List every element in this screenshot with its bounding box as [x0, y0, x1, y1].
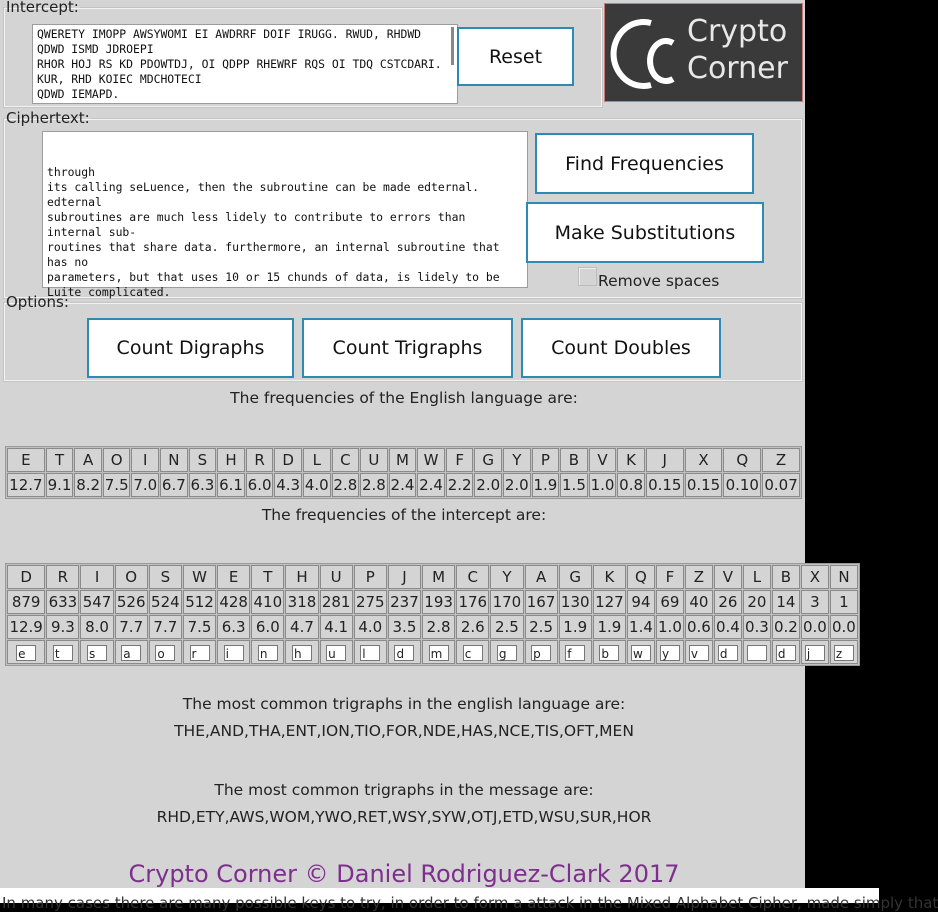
english-value-cell: 2.4 [389, 473, 417, 497]
intercept-count-cell: 275 [354, 590, 387, 614]
intercept-letter-cell: P [354, 565, 387, 589]
english-letter-cell: N [160, 448, 188, 472]
english-value-cell: 12.7 [7, 473, 45, 497]
intercept-letter-cell: M [422, 565, 455, 589]
substitution-input[interactable]: d [776, 645, 796, 661]
make-substitutions-button[interactable]: Make Substitutions [526, 202, 764, 263]
english-letter-cell: T [46, 448, 74, 472]
intercept-percent-cell: 7.5 [183, 615, 216, 639]
substitution-input[interactable]: a [121, 645, 141, 661]
intercept-letter-cell: U [320, 565, 353, 589]
english-letter-cell: Z [762, 448, 800, 472]
intercept-count-cell: 127 [593, 590, 626, 614]
intercept-letter-cell: N [830, 565, 858, 589]
substitution-cell[interactable] [490, 640, 523, 664]
intercept-letter-cell: Q [627, 565, 655, 589]
english-letter-cell: M [389, 448, 417, 472]
intercept-percent-cell: 6.3 [217, 615, 250, 639]
intercept-count-cell: 69 [656, 590, 684, 614]
substitution-input[interactable]: f [565, 645, 585, 661]
substitution-cell[interactable] [627, 640, 655, 664]
substitution-input[interactable]: n [258, 645, 278, 661]
english-letter-cell: X [685, 448, 723, 472]
english-letter-cell: L [303, 448, 331, 472]
intercept-letter-cell: W [183, 565, 216, 589]
intercept-letter-cell: G [559, 565, 592, 589]
intercept-count-cell: 3 [801, 590, 829, 614]
intercept-percent-cell: 1.9 [559, 615, 592, 639]
cc-logo-icon [607, 9, 687, 99]
intercept-percent-cell: 0.3 [743, 615, 771, 639]
english-value-cell: 2.0 [474, 473, 502, 497]
intercept-count-cell: 14 [772, 590, 800, 614]
english-value-cell: 1.9 [532, 473, 560, 497]
substitution-input[interactable]: s [87, 645, 107, 661]
intercept-count-cell: 428 [217, 590, 250, 614]
english-values-row [7, 473, 800, 497]
intercept-percent-cell: 1.4 [627, 615, 655, 639]
intercept-percent-cell: 1.0 [656, 615, 684, 639]
intercept-percent-cell: 0.4 [714, 615, 742, 639]
intercept-letter-cell: O [115, 565, 148, 589]
english-value-cell: 2.4 [417, 473, 445, 497]
english-value-cell: 4.3 [274, 473, 302, 497]
intercept-count-cell: 170 [490, 590, 523, 614]
intercept-percent-cell: 4.1 [320, 615, 353, 639]
substitution-input[interactable]: c [463, 645, 483, 661]
intercept-count-cell: 318 [285, 590, 318, 614]
english-value-cell: 2.8 [332, 473, 360, 497]
logo-text-crypto: Crypto [687, 14, 788, 49]
remove-spaces-label: Remove spaces [598, 272, 720, 290]
intercept-percent-cell: 9.3 [46, 615, 79, 639]
english-letter-cell: C [332, 448, 360, 472]
intercept-letter-cell: F [656, 565, 684, 589]
intercept-letter-cell: B [772, 565, 800, 589]
english-letter-cell: I [131, 448, 159, 472]
substitution-input[interactable]: d [394, 645, 414, 661]
substitution-cell[interactable] [656, 640, 684, 664]
substitution-cell[interactable] [115, 640, 148, 664]
message-trigraphs-heading: The most common trigraphs in the message are: [214, 781, 594, 799]
substitution-input[interactable]: j [805, 645, 825, 661]
intercept-count-cell: 20 [743, 590, 771, 614]
substitution-cell[interactable] [149, 640, 182, 664]
english-value-cell: 6.7 [160, 473, 188, 497]
english-value-cell: 4.0 [303, 473, 331, 497]
substitution-input[interactable]: h [292, 645, 312, 661]
english-value-cell: 6.0 [246, 473, 274, 497]
intercept-counts-row [7, 590, 858, 614]
substitution-cell[interactable] [714, 640, 742, 664]
intercept-letter-cell: X [801, 565, 829, 589]
intercept-count-cell: 26 [714, 590, 742, 614]
substitution-input[interactable]: i [224, 645, 244, 661]
english-value-cell: 9.1 [46, 473, 74, 497]
intercept-scrollbar[interactable] [451, 27, 454, 65]
substitution-input[interactable]: d [718, 645, 738, 661]
ciphertext-textarea[interactable] [42, 131, 528, 299]
intercept-count-cell: 281 [320, 590, 353, 614]
intercept-count-cell: 237 [388, 590, 421, 614]
intercept-letter-cell: C [456, 565, 489, 589]
substitution-input[interactable]: o [155, 645, 175, 661]
substitution-input[interactable]: g [497, 645, 517, 661]
english-trigraphs-list: THE,AND,THA,ENT,ION,TIO,FOR,NDE,HAS,NCE,TIS,OFT,MEN [174, 722, 634, 740]
substitution-input[interactable]: l [360, 645, 380, 661]
english-letter-cell: W [417, 448, 445, 472]
intercept-letter-cell: A [525, 565, 558, 589]
intercept-percent-cell: 4.7 [285, 615, 318, 639]
english-letter-cell: R [246, 448, 274, 472]
substitution-input[interactable]: p [531, 645, 551, 661]
english-value-cell: 2.8 [360, 473, 388, 497]
ciphertext-legend: Ciphertext: [6, 109, 90, 127]
intercept-count-cell: 526 [115, 590, 148, 614]
intercept-percent-cell: 0.0 [830, 615, 858, 639]
intercept-count-cell: 633 [46, 590, 79, 614]
substitution-input[interactable]: v [689, 645, 709, 661]
english-letter-cell: E [7, 448, 45, 472]
count-doubles-button[interactable]: Count Doubles [521, 318, 721, 378]
intercept-letter-cell: Z [685, 565, 713, 589]
english-letter-cell: F [446, 448, 474, 472]
english-letter-cell: H [217, 448, 245, 472]
english-value-cell: 2.2 [446, 473, 474, 497]
substitution-cell[interactable] [388, 640, 421, 664]
intercept-count-cell: 524 [149, 590, 182, 614]
intercept-letter-cell: Y [490, 565, 523, 589]
intercept-count-cell: 512 [183, 590, 216, 614]
crypto-corner-logo [604, 3, 803, 102]
intercept-letter-cell: R [46, 565, 79, 589]
substitution-cell[interactable] [285, 640, 318, 664]
english-letter-cell: G [474, 448, 502, 472]
english-frequency-table [5, 446, 802, 499]
intercept-percent-cell: 2.5 [525, 615, 558, 639]
bottom-strip-text: In many cases there are many possible keys to try, in order to form a attack in the Mixed Alphabet Cipher, made simply that [2, 894, 938, 912]
intercept-letter-cell: V [714, 565, 742, 589]
english-letter-cell: U [360, 448, 388, 472]
english-value-cell: 7.5 [103, 473, 131, 497]
intercept-letter-cell: J [388, 565, 421, 589]
intercept-legend: Intercept: [6, 0, 79, 16]
substitution-input[interactable]: z [834, 645, 854, 661]
intercept-letter-cell: D [7, 565, 45, 589]
english-value-cell: 0.15 [646, 473, 684, 497]
intercept-percent-cell: 0.6 [685, 615, 713, 639]
substitution-cell[interactable] [743, 640, 771, 664]
intercept-frequencies-heading: The frequencies of the intercept are: [261, 506, 547, 524]
intercept-percent-cell: 4.0 [354, 615, 387, 639]
intercept-count-cell: 94 [627, 590, 655, 614]
intercept-count-cell: 176 [456, 590, 489, 614]
substitution-input[interactable]: b [599, 645, 619, 661]
english-value-cell: 6.3 [189, 473, 217, 497]
intercept-percent-cell: 7.7 [115, 615, 148, 639]
english-value-cell: 8.2 [74, 473, 102, 497]
english-letter-cell: P [532, 448, 560, 472]
english-letter-cell: J [646, 448, 684, 472]
substitution-input[interactable]: t [53, 645, 73, 661]
intercept-count-cell: 193 [422, 590, 455, 614]
substitution-cell[interactable] [80, 640, 113, 664]
substitution-cell[interactable] [183, 640, 216, 664]
intercept-percent-cell: 8.0 [80, 615, 113, 639]
english-value-cell: 0.07 [762, 473, 800, 497]
intercept-letters-row [7, 565, 858, 589]
message-trigraphs-list: RHD,ETY,AWS,WOM,YWO,RET,WSY,SYW,OTJ,ETD,WSU,SUR,HOR [156, 808, 652, 826]
english-letter-cell: A [74, 448, 102, 472]
intercept-textarea[interactable]: QWERETY IMOPP AWSYWOMI EI AWDRRF DOIF IRUGG. RWUD, RHDWD QDWD ISMD JDROEPI RHOR HOJ RS KD PDOWTDJ, OI QDPP RHEWRF RQS OI TDQ CSTCDARI. KUR, RHD KOIEC MDCHOTECI QDWD IEMAPD. [32, 24, 458, 104]
substitution-cell[interactable] [525, 640, 558, 664]
substitution-cell[interactable] [7, 640, 45, 664]
english-value-cell: 0.8 [617, 473, 645, 497]
count-digraphs-button[interactable]: Count Digraphs [87, 318, 294, 378]
english-letter-cell: Y [503, 448, 531, 472]
english-value-cell: 1.0 [589, 473, 617, 497]
options-legend: Options: [6, 293, 69, 311]
intercept-count-cell: 130 [559, 590, 592, 614]
substitution-input[interactable]: u [326, 645, 346, 661]
ciphertext-text: through its calling seLuence, then the subroutine can be made edternal. edternal subroutines are much less lidely to contribute to errors than internal sub- routines that share data. furthermore, an internal subroutine that has no parameters, but that uses 10 or 15 chunds of data, is lidely to be Luite complicated. [47, 165, 500, 299]
substitution-cell[interactable] [320, 640, 353, 664]
intercept-percent-cell: 6.0 [251, 615, 284, 639]
substitution-cell[interactable] [801, 640, 829, 664]
intercept-count-cell: 1 [830, 590, 858, 614]
substitution-cell[interactable] [422, 640, 455, 664]
intercept-letter-cell: K [593, 565, 626, 589]
substitution-cell[interactable] [354, 640, 387, 664]
intercept-percent-cell: 1.9 [593, 615, 626, 639]
intercept-percent-cell: 2.8 [422, 615, 455, 639]
substitution-cell[interactable] [685, 640, 713, 664]
substitution-cell[interactable] [593, 640, 626, 664]
intercept-percent-cell: 3.5 [388, 615, 421, 639]
english-letter-cell: D [274, 448, 302, 472]
intercept-letter-cell: T [251, 565, 284, 589]
english-letter-cell: S [189, 448, 217, 472]
count-trigraphs-button[interactable]: Count Trigraphs [302, 318, 513, 378]
substitution-input[interactable]: r [190, 645, 210, 661]
english-letter-cell: O [103, 448, 131, 472]
intercept-count-cell: 547 [80, 590, 113, 614]
intercept-percent-cell: 7.7 [149, 615, 182, 639]
english-frequencies-heading: The frequencies of the English language are: [230, 389, 578, 407]
intercept-count-cell: 40 [685, 590, 713, 614]
substitution-input[interactable]: y [660, 645, 680, 661]
intercept-frequency-table [5, 563, 860, 666]
intercept-substitutions-row [7, 640, 858, 664]
intercept-percent-cell: 12.9 [7, 615, 45, 639]
english-letter-cell: Q [723, 448, 761, 472]
logo-text-corner: Corner [687, 51, 788, 86]
intercept-count-cell: 879 [7, 590, 45, 614]
english-letters-row [7, 448, 800, 472]
english-value-cell: 1.5 [560, 473, 588, 497]
intercept-percent-cell: 0.2 [772, 615, 800, 639]
substitution-input[interactable]: w [631, 645, 651, 661]
english-value-cell: 6.1 [217, 473, 245, 497]
remove-spaces-checkbox[interactable] [578, 267, 597, 286]
footer-copyright: Crypto Corner © Daniel Rodriguez-Clark 2017 [128, 860, 680, 888]
intercept-count-cell: 167 [525, 590, 558, 614]
english-letter-cell: B [560, 448, 588, 472]
intercept-letter-cell: L [743, 565, 771, 589]
english-value-cell: 0.10 [723, 473, 761, 497]
substitution-cell[interactable] [559, 640, 592, 664]
intercept-percents-row [7, 615, 858, 639]
bottom-page-strip [0, 888, 938, 912]
reset-button[interactable]: Reset [457, 27, 574, 86]
intercept-letter-cell: E [217, 565, 250, 589]
substitution-input[interactable]: m [429, 645, 449, 661]
intercept-letter-cell: I [80, 565, 113, 589]
find-frequencies-button[interactable]: Find Frequencies [535, 133, 754, 194]
substitution-cell[interactable] [830, 640, 858, 664]
intercept-percent-cell: 0.0 [801, 615, 829, 639]
intercept-count-cell: 410 [251, 590, 284, 614]
substitution-cell[interactable] [251, 640, 284, 664]
intercept-letter-cell: S [149, 565, 182, 589]
english-value-cell: 0.15 [685, 473, 723, 497]
substitution-cell[interactable] [46, 640, 79, 664]
english-trigraphs-heading: The most common trigraphs in the english language are: [182, 695, 626, 713]
intercept-percent-cell: 2.5 [490, 615, 523, 639]
english-value-cell: 2.0 [503, 473, 531, 497]
substitution-cell[interactable] [217, 640, 250, 664]
english-value-cell: 7.0 [131, 473, 159, 497]
intercept-percent-cell: 2.6 [456, 615, 489, 639]
substitution-cell[interactable] [456, 640, 489, 664]
english-letter-cell: K [617, 448, 645, 472]
substitution-input[interactable] [747, 645, 767, 661]
substitution-input[interactable]: e [16, 645, 36, 661]
english-letter-cell: V [589, 448, 617, 472]
intercept-letter-cell: H [285, 565, 318, 589]
substitution-cell[interactable] [772, 640, 800, 664]
